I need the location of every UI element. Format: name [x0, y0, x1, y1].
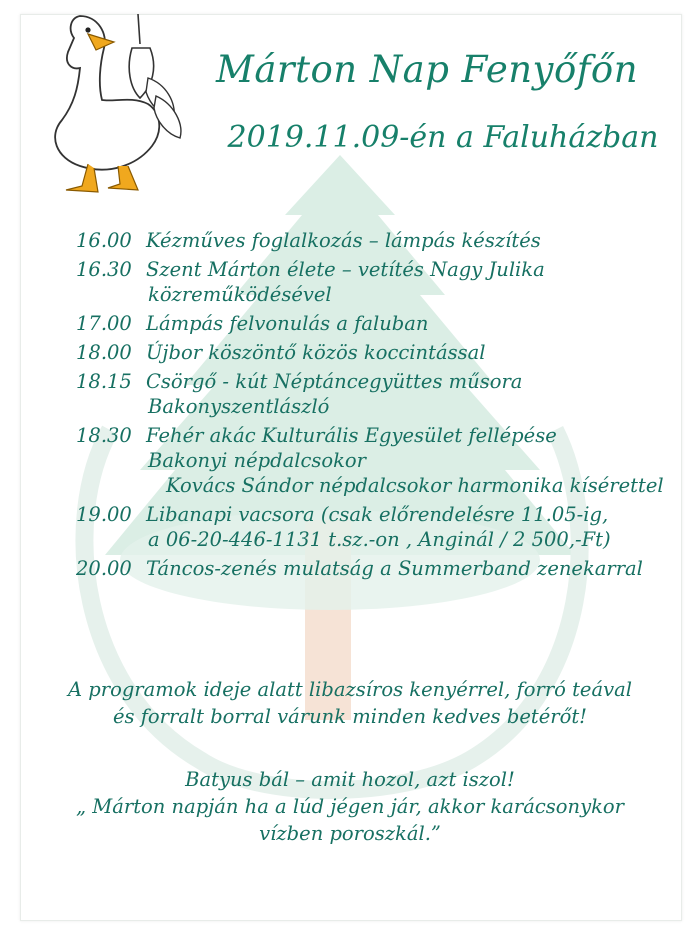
- event-date-location: 2019.11.09-én a Faluházban: [227, 120, 659, 155]
- program-time: 19.00: [76, 503, 132, 526]
- program-description-cont: a 06-20-446-1131 t.sz.-on , Anginál / 2 500,-Ft): [148, 528, 611, 551]
- batyus-line: Batyus bál – amit hozol, azt iszol!: [185, 768, 515, 791]
- program-time: 20.00: [76, 557, 132, 580]
- program-description: Lámpás felvonulás a faluban: [146, 312, 429, 335]
- program-description: Libanapi vacsora (csak előrendelésre 11.05-ig,: [146, 503, 609, 526]
- program-time: 18.15: [76, 370, 132, 393]
- saying-line: vízben poroszkál.”: [259, 822, 441, 845]
- program-item: [76, 228, 686, 253]
- program-time: 18.30: [76, 424, 132, 447]
- program-time: 17.00: [76, 312, 132, 335]
- invitation-line: és forralt borral várunk minden kedves betérőt!: [112, 705, 588, 728]
- program-item: [76, 340, 686, 365]
- program-description: Újbor köszöntő közös koccintással: [146, 341, 486, 364]
- program-description-cont: közreműködésével: [148, 283, 332, 306]
- program-time: 18.00: [76, 341, 132, 364]
- program-item: [76, 257, 686, 307]
- program-time: 16.30: [76, 258, 132, 281]
- program-list: [76, 228, 686, 585]
- program-item: [76, 556, 686, 581]
- program-description: Táncos-zenés mulatság a Summerband zenekarral: [146, 557, 643, 580]
- goose-illustration: [28, 8, 193, 198]
- program-description: Kézműves foglalkozás – lámpás készítés: [146, 229, 541, 252]
- program-description-cont: Kovács Sándor népdalcsokor harmonika kísérettel: [166, 474, 664, 497]
- saying-line: „ Márton napján ha a lúd jégen jár, akkor karácsonykor: [76, 795, 624, 818]
- program-description-cont: Bakonyszentlászló: [148, 395, 330, 418]
- program-time: 16.00: [76, 229, 132, 252]
- program-description: Szent Márton élete – vetítés Nagy Julika: [146, 258, 545, 281]
- program-description: Csörgő - kút Néptáncegyüttes műsora: [146, 370, 523, 393]
- invitation-text: [40, 676, 660, 730]
- program-item: [76, 311, 686, 336]
- program-description: Fehér akác Kulturális Egyesület fellépése: [146, 424, 557, 447]
- program-description-cont: Bakonyi népdalcsokor: [148, 449, 366, 472]
- invitation-line: A programok ideje alatt libazsíros kenyérrel, forró teával: [68, 678, 632, 701]
- closing-text: [40, 766, 660, 847]
- program-item: [76, 369, 686, 419]
- program-item: [76, 423, 686, 498]
- program-item: [76, 502, 686, 552]
- poster-title: Márton Nap Fenyőfőn: [215, 48, 639, 91]
